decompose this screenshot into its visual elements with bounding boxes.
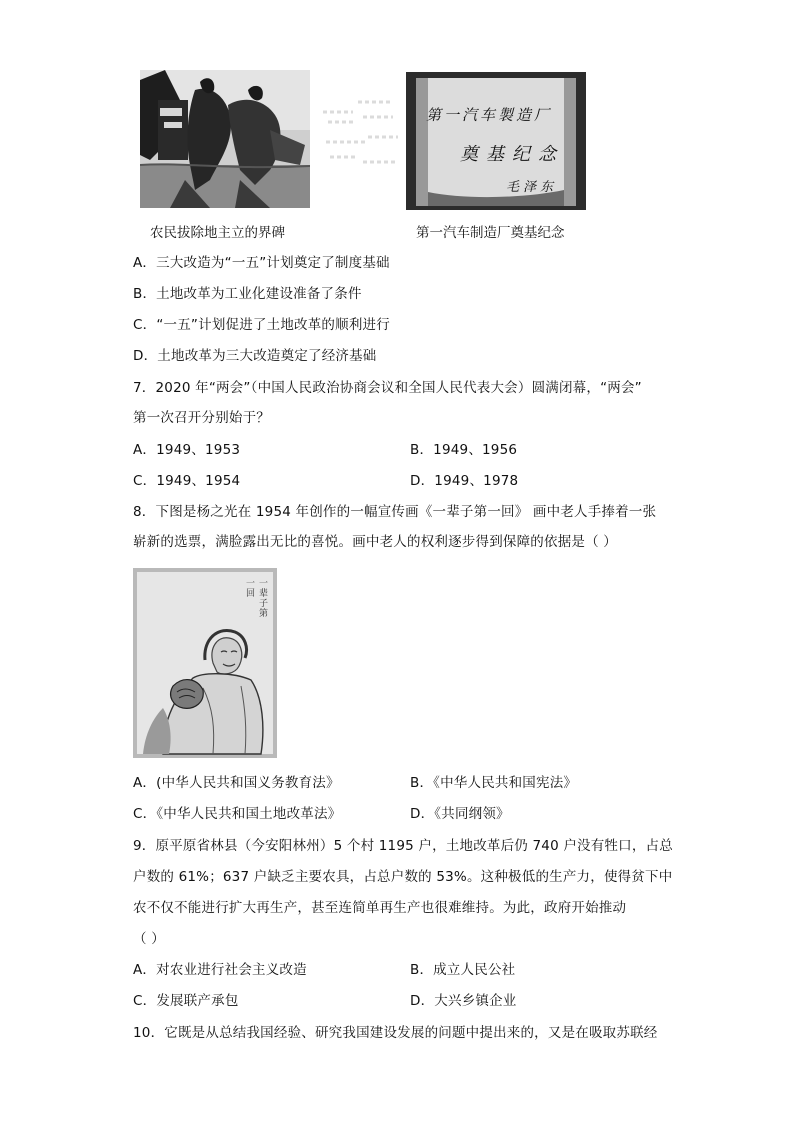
caption-left-photo: 农民拔除地主立的界碑: [150, 225, 285, 241]
q9-stem-line-4: （ ）: [133, 931, 165, 947]
q9-stem-line-1: 9．原平原省林县（今安阳林州）5 个村 1195 户，土地改革后仍 740 户没有牲口，占总: [133, 838, 673, 854]
q6-option-a: A．三大改造为“一五”计划奠定了制度基础: [133, 255, 390, 271]
q9-option-b: B．成立人民公社: [410, 962, 516, 978]
q7-option-a: A．1949、1953: [133, 442, 241, 458]
q6-option-d: D．土地改革为三大改造奠定了经济基础: [133, 348, 377, 364]
photo-farmers-removing-boundary-stone: [140, 70, 310, 208]
q9-stem-line-3: 农不仅不能进行扩大再生产，甚至连简单再生产也很难维持。为此，政府开始推动: [133, 900, 627, 916]
q8-stem-line-1: 8．下图是杨之光在 1954 年创作的一幅宣传画《一辈子第一回》 画中老人手捧着一张: [133, 504, 657, 520]
calligraphy-signature: 毛泽东: [506, 180, 558, 195]
painting-inscription: 一辈子第一回: [244, 578, 267, 618]
q9-option-d: D．大兴乡镇企业: [410, 993, 517, 1009]
q7-option-d: D．1949、1978: [410, 473, 519, 489]
q7-option-c: C．1949、1954: [133, 473, 241, 489]
q6-option-c: C．“一五”计划促进了土地改革的顺利进行: [133, 317, 390, 333]
painting-first-time-in-a-lifetime: [133, 568, 277, 758]
q8-stem-line-2: 崭新的选票，满脸露出无比的喜悦。画中老人的权利逐步得到保障的依据是（ ）: [133, 534, 617, 550]
q10-stem-line-1: 10．它既是从总结我国经验、研究我国建设发展的问题中提出来的，又是在吸取苏联经: [133, 1025, 658, 1041]
caption-right-photo: 第一汽车制造厂奠基纪念: [416, 225, 565, 241]
q7-option-b: B．1949、1956: [410, 442, 518, 458]
q7-stem-line-2: 第一次召开分别始于？: [133, 410, 270, 426]
q7-stem-line-1: 7．2020 年“两会”（中国人民政治协商会议和全国人民代表大会）圆满闭幕，“两会”: [133, 380, 642, 396]
photo-faw-foundation-calligraphy: [406, 72, 586, 210]
calligraphy-line-2: 奠基纪念: [460, 144, 564, 165]
calligraphy-line-1: 第一汽车製造厂: [426, 106, 553, 124]
q8-option-a: A．(中华人民共和国义务教育法》: [133, 775, 340, 791]
q9-option-a: A．对农业进行社会主义改造: [133, 962, 307, 978]
q9-option-c: C．发展联产承包: [133, 993, 239, 1009]
faded-stamp-artifact: [318, 92, 406, 182]
q8-option-b: B．《中华人民共和国宪法》: [410, 775, 578, 791]
q8-option-c: C．《中华人民共和国土地改革法》: [133, 806, 342, 822]
q6-option-b: B．土地改革为工业化建设准备了条件: [133, 286, 362, 302]
q8-option-d: D．《共同纲领》: [410, 806, 510, 822]
q9-stem-line-2: 户数的 61%；637 户缺乏主要农具，占总户数的 53%。这种极低的生产力，使得贫下中: [133, 869, 673, 885]
